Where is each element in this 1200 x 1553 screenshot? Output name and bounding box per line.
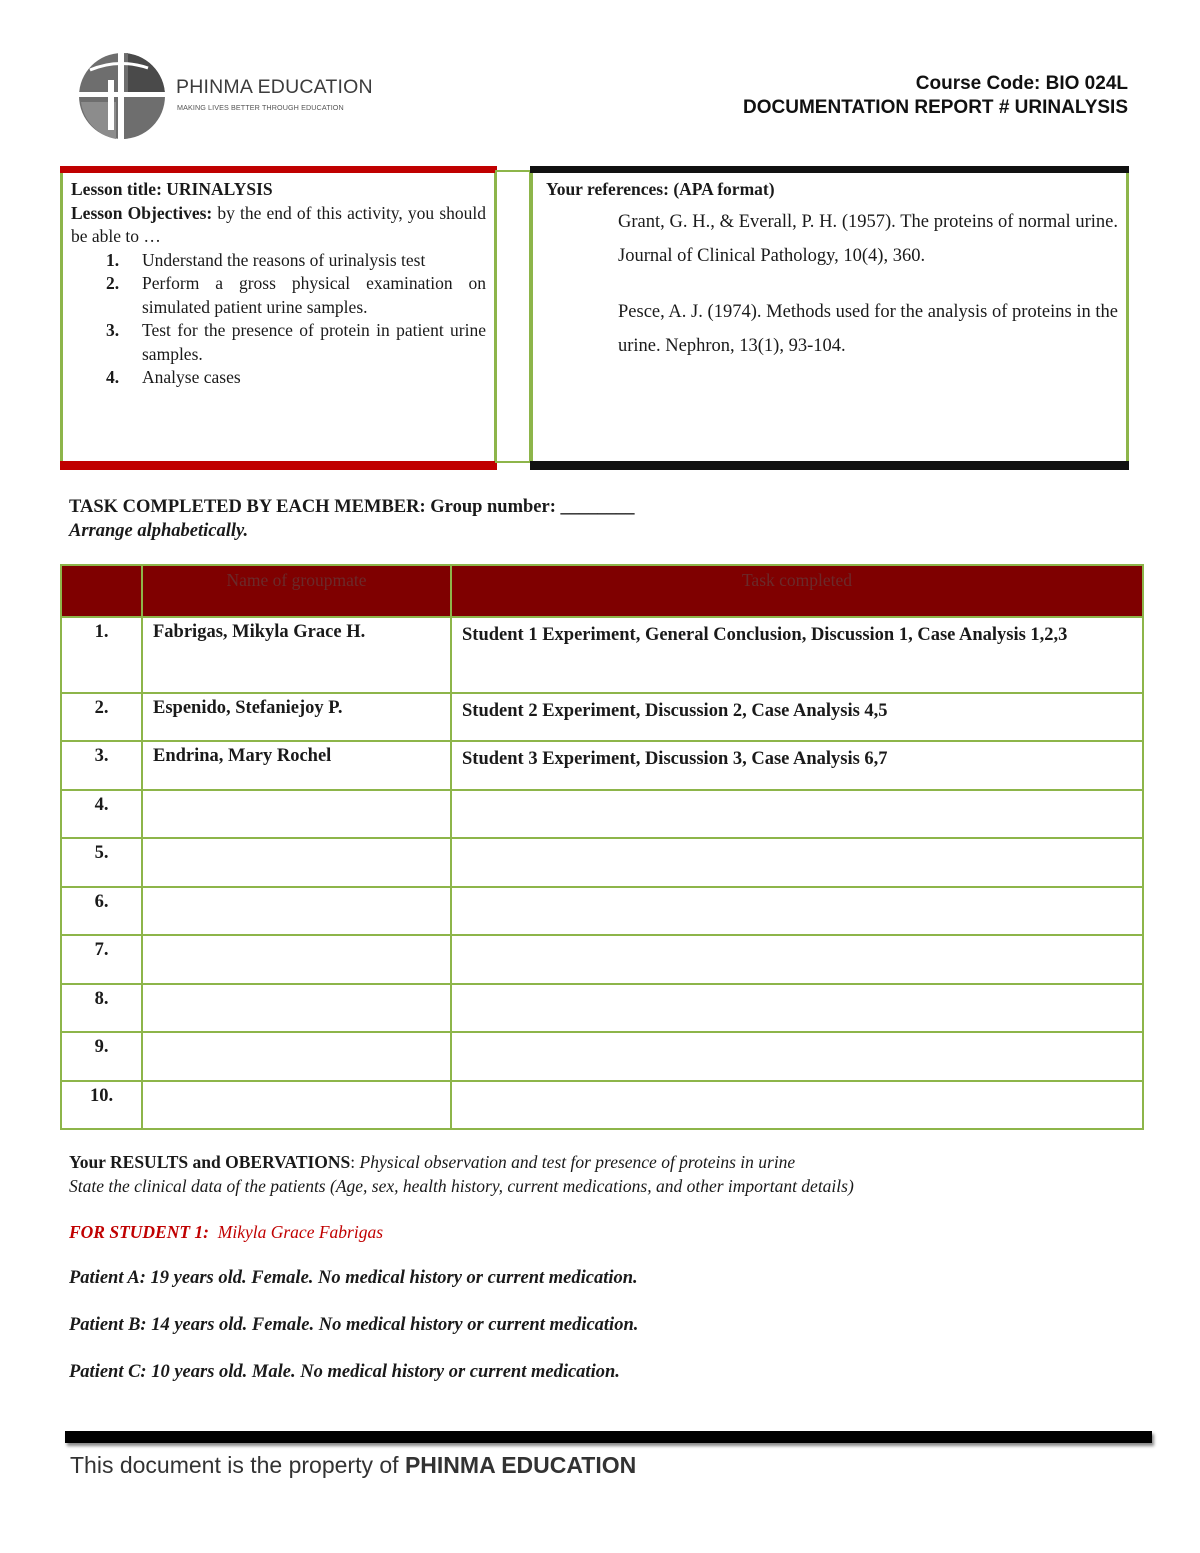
group-number-label: Group number: — [430, 497, 556, 517]
objectives-list — [71, 249, 486, 390]
row-task — [451, 790, 1143, 838]
task-heading — [69, 495, 635, 543]
results-label: Your RESULTS and OBERVATIONS — [69, 1152, 351, 1172]
row-name: Endrina, Mary Rochel — [142, 741, 451, 790]
row-number: 10. — [61, 1081, 142, 1129]
references-content — [546, 178, 1118, 363]
report-title: DOCUMENTATION REPORT # URINALYSIS — [743, 97, 1128, 118]
row-name — [142, 1032, 451, 1081]
row-task: Student 1 Experiment, General Conclusion, Discussion 1, Case Analysis 1,2,3 — [451, 617, 1143, 693]
course-header — [743, 72, 1128, 120]
row-name — [142, 935, 451, 984]
row-number: 3. — [61, 741, 142, 790]
table-row — [61, 741, 1143, 790]
row-number: 9. — [61, 1032, 142, 1081]
header-num — [61, 565, 142, 617]
objectives-label: Lesson Objectives: — [71, 202, 213, 223]
course-code: Course Code: BIO 024L — [915, 73, 1128, 94]
table-row — [61, 693, 1143, 741]
student-label: FOR STUDENT 1: — [69, 1222, 210, 1242]
lesson-box — [60, 166, 497, 470]
row-name — [142, 838, 451, 887]
row-number: 7. — [61, 935, 142, 984]
row-task — [451, 887, 1143, 935]
patient-entry: Patient C: 10 years old. Male. No medical history or current medication. — [69, 1362, 620, 1382]
references-label: Your references: (APA format) — [546, 179, 775, 199]
lesson-content — [71, 178, 486, 390]
table-row — [61, 887, 1143, 935]
references-bottom-bar — [530, 461, 1129, 470]
row-name — [142, 1081, 451, 1129]
row-name — [142, 887, 451, 935]
group-table — [60, 564, 1144, 1130]
org-name: PHINMA EDUCATION — [176, 76, 373, 98]
row-number: 8. — [61, 984, 142, 1032]
footer-text — [70, 1452, 636, 1479]
results-subtitle: Physical observation and test for presence of proteins in urine — [359, 1152, 796, 1172]
row-task — [451, 1032, 1143, 1081]
results-section: Your RESULTS and OBERVATIONS: Physical observation and test for presence of proteins in urine State the clinical data of the patients (Age, sex, health history, current medications, and other important details) FOR STUDENT 1: Mikyla Grace Fabrigas Patient A: 19 years old. Female. No medical history or current medication. Patient B: 14 years old. Female. No medical history or current medication. Patient C: 10 years old. Male. No medical history or current medication. — [69, 1150, 1129, 1384]
row-number: 5. — [61, 838, 142, 887]
row-task — [451, 984, 1143, 1032]
objective-item: 3. Test for the presence of protein in patient urine samples. — [106, 320, 486, 364]
table-row — [61, 1032, 1143, 1081]
table-row — [61, 617, 1143, 693]
org-tagline: MAKING LIVES BETTER THROUGH EDUCATION — [177, 103, 344, 112]
reference-entry: Pesce, A. J. (1974). Methods used for the analysis of proteins in the urine. Nephron, 13(1), 93-104. — [618, 302, 1118, 356]
student-name: Mikyla Grace Fabrigas — [217, 1222, 384, 1242]
table-row — [61, 790, 1143, 838]
task-instruction: Arrange alphabetically. — [69, 521, 249, 541]
table-row — [61, 838, 1143, 887]
results-instruction: State the clinical data of the patients (Age, sex, health history, current medications, and other important details) — [69, 1176, 854, 1196]
patient-entry: Patient A: 19 years old. Female. No medical history or current medication. — [69, 1268, 638, 1288]
row-task — [451, 935, 1143, 984]
footer-owner: PHINMA EDUCATION — [404, 1452, 637, 1478]
lesson-bottom-bar — [60, 461, 497, 470]
row-name: Fabrigas, Mikyla Grace H. — [142, 617, 451, 693]
objective-item: 4. Analyse cases — [106, 367, 241, 387]
footer-divider — [65, 1431, 1152, 1443]
phinma-logo — [78, 50, 378, 142]
reference-entry: Grant, G. H., & Everall, P. H. (1957). The proteins of normal urine. Journal of Clinical Pathology, 10(4), 360. — [618, 212, 1118, 266]
row-name — [142, 790, 451, 838]
row-task — [451, 1081, 1143, 1129]
objectives-intro: by the end of this activity, you should be able to … — [71, 202, 486, 246]
objective-item: 2. Perform a gross physical examination on simulated patient urine samples. — [106, 273, 486, 317]
table-row — [61, 1081, 1143, 1129]
lesson-title-value: URINALYSIS — [166, 179, 273, 199]
footer-prefix: This document is the property of — [70, 1452, 399, 1478]
row-task: Student 3 Experiment, Discussion 3, Case Analysis 6,7 — [451, 741, 1143, 790]
header-name: Name of groupmate — [142, 565, 451, 617]
group-number-blank: ________ — [560, 497, 635, 517]
table-row — [61, 984, 1143, 1032]
lesson-title-label: Lesson title: — [71, 179, 162, 199]
row-task — [451, 838, 1143, 887]
student-heading — [69, 1220, 1129, 1244]
table-header-row — [61, 565, 1143, 617]
references-top-bar — [530, 166, 1129, 173]
patient-entry: Patient B: 14 years old. Female. No medical history or current medication. — [69, 1315, 639, 1335]
references-box — [530, 166, 1129, 470]
header-task: Task completed — [451, 565, 1143, 617]
spacer-cell — [495, 170, 531, 463]
row-name — [142, 984, 451, 1032]
row-name: Espenido, Stefaniejoy P. — [142, 693, 451, 741]
lesson-top-bar — [60, 166, 497, 173]
row-number: 2. — [61, 693, 142, 741]
row-number: 4. — [61, 790, 142, 838]
row-number: 1. — [61, 617, 142, 693]
row-number: 6. — [61, 887, 142, 935]
table-row — [61, 935, 1143, 984]
objective-item: 1. Understand the reasons of urinalysis test — [106, 249, 426, 270]
task-heading-label: TASK COMPLETED BY EACH MEMBER: — [69, 497, 426, 517]
row-task: Student 2 Experiment, Discussion 2, Case Analysis 4,5 — [451, 693, 1143, 741]
